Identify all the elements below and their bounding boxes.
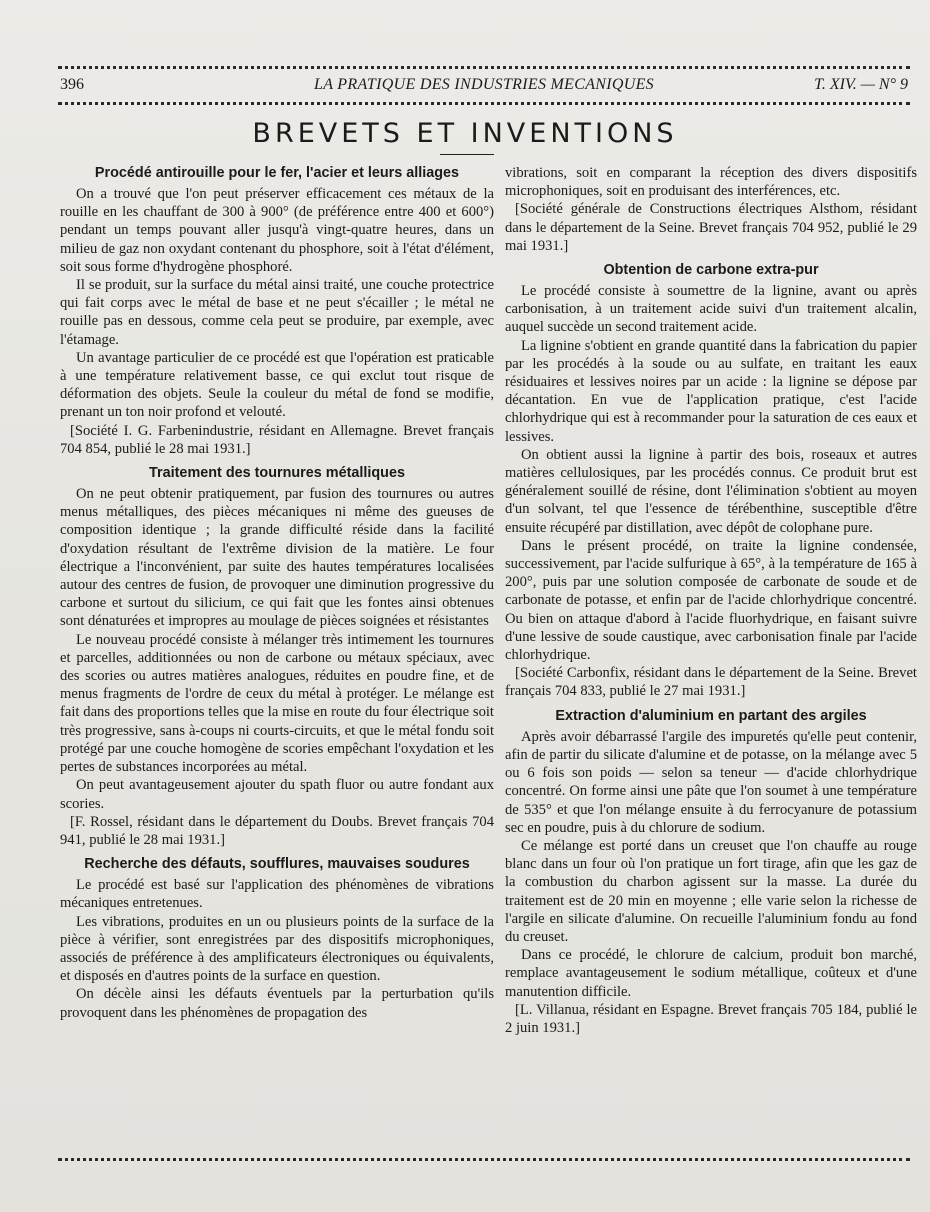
paragraph: Il se produit, sur la surface du métal ainsi traité, une couche protectrice qui fait corps avec le métal de base et ne peut s'écailler ; le métal ne rouille pas en dessous, comme cela peut se produire, par exemple, avec l'étamage. [60,277,494,348]
article-heading: Recherche des défauts, soufflures, mauvaises soudures [84,856,470,873]
paragraph: La lignine s'obtient en grande quantité dans la fabrication du papier par les procédés à la soude ou au sulfate, en traitant les eaux résiduaires et lessives noires par un acide : la lignine se dépose par décantation. En vue de l'application pratique, c'est l'acide chlorhydrique qui est à recommander pour la saturation de ces eaux et lessives. [505,337,917,445]
paragraph: Le procédé consiste à soumettre de la lignine, avant ou après carbonisation, à un traitement acide suivi d'un traitement alcalin, auquel succède un second traitement acide. [505,283,917,336]
paragraph: Dans ce procédé, le chlorure de calcium, produit bon marché, remplace avantageusement le sodium métallique, coûteux et d'une manutention difficile. [505,947,917,1000]
title-underline [440,154,494,155]
paragraph: Les vibrations, produites en un ou plusieurs points de la surface de la pièce à vérifier, sont enregistrées par des dispositifs microphoniques, associés de préférence à des amplificateurs électroniques ou équivalents, et disposés en d'autres points de la surface en question. [60,913,494,985]
paragraph: Le procédé est basé sur l'application des phénomènes de vibrations mécaniques entretenues. [60,877,494,912]
paragraph: Ce mélange est porté dans un creuset que l'on chauffe au rouge blanc dans un four où l'on pratique un fort tirage, afin que les gaz de la combustion du charbon agissent sur la masse. La durée du traitement est de 20 min en moyenne ; elle varie selon la richesse de l'argile en silicate d'alumine. On recueille l'aluminium fondu au fond du creuset. [505,837,917,945]
paragraph: Après avoir débarrassé l'argile des impuretés qu'elle peut contenir, afin de partir du silicate d'alumine et de potasse, on la mélange avec 5 ou 6 fois son poids — selon sa teneur — d'acide chlorhydrique concentré. On forme ainsi une pâte que l'on soumet à une température de 535° et que l'on mélange ensuite à du ferrocyanure de potassium sec en poudre, puis à du chlorure de sodium. [505,728,917,836]
paragraph: Un avantage particulier de ce procédé est que l'opération est praticable à une température relativement basse, ce qui exclut tout risque de déformation des objets. Seule la couleur du métal de fond se modifie, prenant un ton noir profond et velouté. [60,349,494,421]
patent-citation: [Société Carbonfix, résidant dans le département de la Seine. Brevet français 704 833, publié le 27 mai 1931.] [505,665,917,700]
running-header [58,74,910,100]
patent-citation: [L. Villanua, résidant en Espagne. Brevet français 705 184, publié le 2 juin 1931.] [505,1001,917,1036]
paragraph: Le nouveau procédé consiste à mélanger très intimement les tournures et parcelles, additionnées ou non de carbone ou métaux spéciaux, avec des scories ou autres matières analogues, réduites en poudre fine, et de menus fragments de l'ordre de ceux du métal à protéger. Le mélange est fait dans des proportions telles que la mise en route du four électrique soit très progressive, sans à-coups ni courts-circuits, et que le métal fondu soit protégé par une couche homogène de scories empêchant l'oxydation et les pertes de substances incorporées au métal. [60,631,494,776]
article-heading: Procédé antirouille pour le fer, l'acier et leurs alliages [94,165,460,181]
article-heading: Traitement des tournures métalliques [149,465,405,482]
paragraph: Dans le présent procédé, on traite la lignine condensée, successivement, par l'acide sulfurique à 65°, à la température de 165 à 200°, puis par une solution composée de carbonate de soude et de carbonate de potasse, et enfin par de l'acide chlorhydrique concentré. Ou bien on attaque d'abord à l'acide fluorhydrique, en faisant suivre d'une lessive de soude caustique, avec carbonisation finale par l'acide chlorhydrique. [505,537,917,664]
top-dotted-rule [58,66,910,69]
left-column [60,164,494,1022]
patent-citation: [F. Rossel, résidant dans le département du Doubs. Brevet français 704 941, publié le 28 mai 1931.] [60,813,494,848]
bottom-dotted-rule [58,1158,910,1161]
paragraph: On décèle ainsi les défauts éventuels par la perturbation qu'ils provoquent dans les phénomènes de propagation des [60,986,494,1021]
paragraph: On peut avantageusement ajouter du spath fluor ou autre fondant aux scories. [60,777,494,812]
journal-title: LA PRATIQUE DES INDUSTRIES MECANIQUES [314,76,654,93]
article-heading: Extraction d'aluminium en partant des argiles [555,707,867,724]
header-dotted-rule [58,102,910,105]
paragraph: On ne peut obtenir pratiquement, par fusion des tournures ou autres menus métalliques, des pièces mécaniques ni même des gueuses de composition identique ; la grande difficulté réside dans la facilité d'oxydation résultant de l'extrême division de la matière. Le four électrique a l'inconvénient, par suite des hautes températures localisées autour des centres de fusion, de provoquer une diminution progressive du carbone et surtout du silicium, ce qui fait que les fontes ainsi obtenues sont dénaturées et impropres au moulage de pièces soignées et résistantes [60,486,494,630]
patent-citation: [Société générale de Constructions électriques Alsthom, résidant dans le département de la Seine. Brevet français 704 952, publié le 29 mai 1931.] [505,201,917,254]
right-column [505,164,917,1039]
patent-citation: [Société I. G. Farbenindustrie, résidant en Allemagne. Brevet français 704 854, publié le 28 mai 1931.] [60,422,494,457]
volume-issue: T. XIV. — N° 9 [814,76,908,93]
paragraph: On obtient aussi la lignine à partir des bois, roseaux et autres matières cellulosiques, par les procédés connus. Ce produit brut est généralement souillé de résine, dont l'élimination s'obtient au moyen d'un solvant, tel que l'essence de térébenthine, susceptible d'être ensuite récupéré par distillation, avec dépôt de colophane pure. [505,446,917,536]
paragraph: On a trouvé que l'on peut préserver efficacement ces métaux de la rouille en les chauffant de 300 à 900° (de préférence entre 400 et 600°) pendant un temps pouvant aller jusqu'à vingt-quatre heures, dans un milieu de gaz non oxydant contenant du phosphore, soit à l'état d'élément, soit sous forme d'hydrogène phosphoré. [60,186,494,275]
section-title: BREVETS ET INVENTIONS [252,118,678,149]
page-number: 396 [60,76,84,93]
paragraph: vibrations, soit en comparant la réception des divers dispositifs microphoniques, soit en produisant des interférences, etc. [505,165,917,200]
article-heading: Obtention de carbone extra-pur [603,262,819,279]
